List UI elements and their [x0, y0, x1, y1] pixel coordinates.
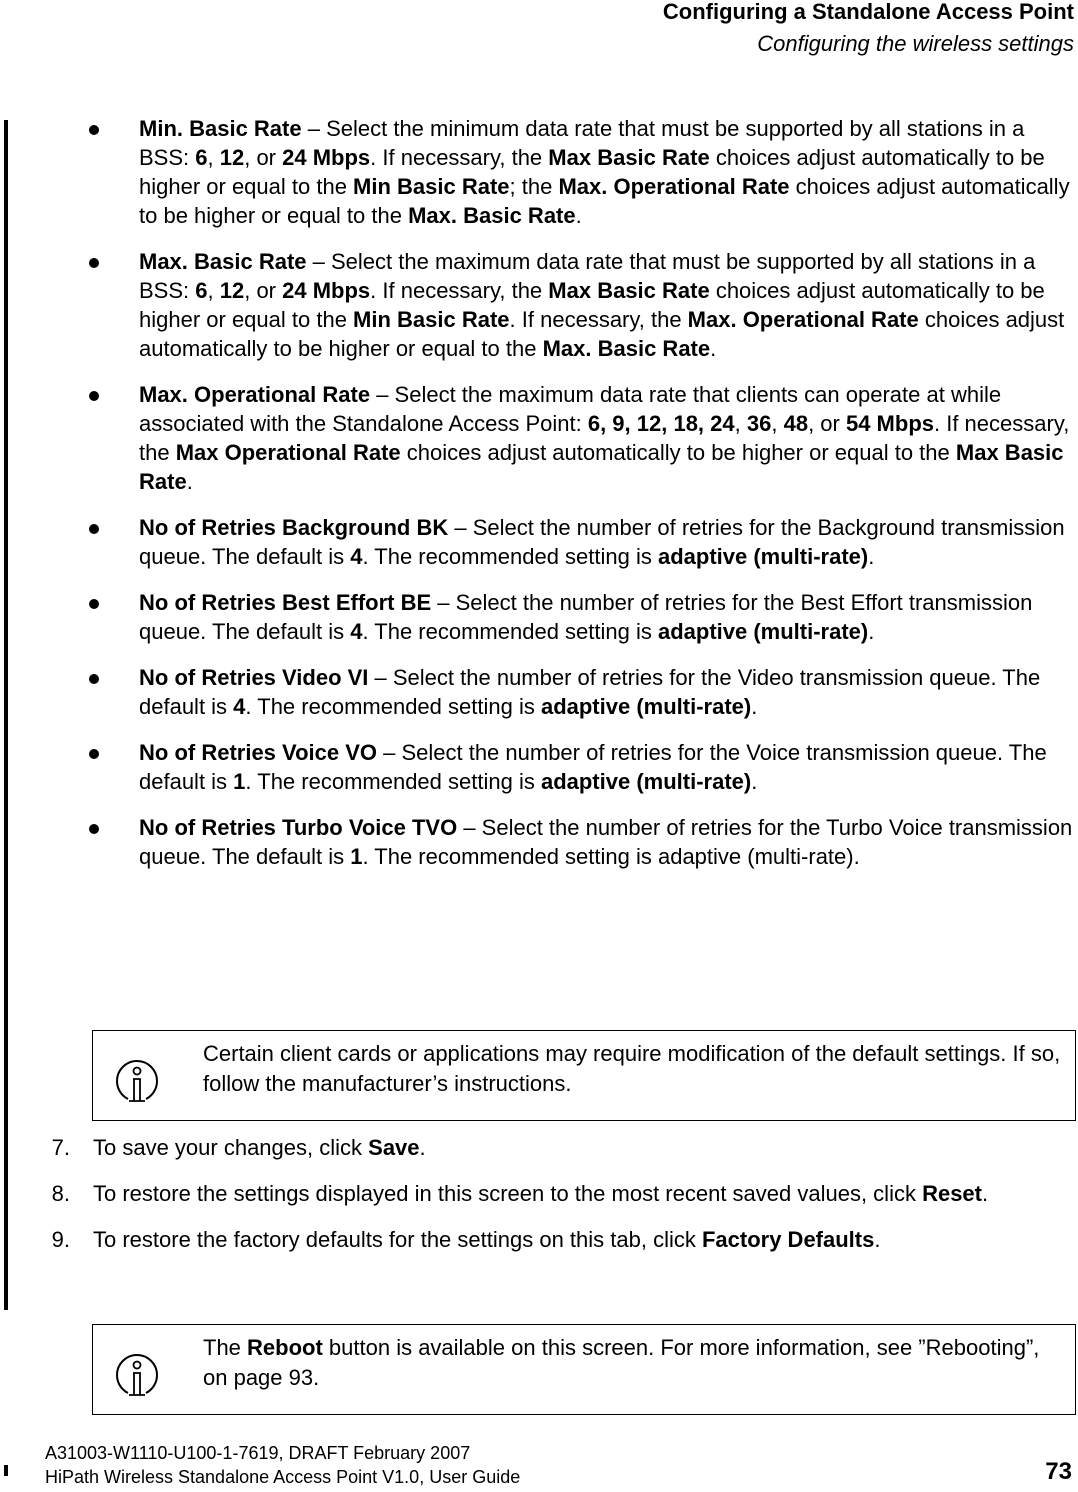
bullet-retries-video: No of Retries Video VI – Select the number of retries for the Video transmission queue. The default is 4. The recommended setting is adaptive (multi-rate).: [0, 663, 1078, 721]
bullet-icon: [89, 258, 99, 268]
step-reset: 8. To restore the settings displayed in this screen to the most recent saved values, click Reset.: [0, 1179, 1078, 1208]
note-text: The Reboot button is available on this screen. For more information, see ”Rebooting”, on page 93.: [203, 1335, 1040, 1390]
bullet-icon: [89, 599, 99, 609]
bullet-term: Max. Operational Rate: [139, 382, 371, 407]
bullet-retries-background: No of Retries Background BK – Select the number of retries for the Background transmission queue. The default is 4. The recommended setting is adaptive (multi-rate).: [0, 513, 1078, 571]
bullet-retries-best-effort: No of Retries Best Effort BE – Select the number of retries for the Best Effort transmission queue. The default is 4. The recommended setting is adaptive (multi-rate).: [0, 588, 1078, 646]
save-label: Save: [368, 1135, 420, 1160]
bullet-max-operational-rate: Max. Operational Rate – Select the maximum data rate that clients can operate at while associated with the Standalone Access Point: 6, 9, 12, 18, 24, 36, 48, or 54 Mbps. If necessary, the Max Operational Rate choices adjust automatically to be higher or equal to the Max Basic Rate.: [0, 380, 1078, 496]
reboot-label: Reboot: [247, 1335, 323, 1360]
step-save: 7. To save your changes, click Save.: [0, 1133, 1078, 1162]
footer-doc-id: A31003-W1110-U100-1-7619, DRAFT February 2007: [45, 1443, 471, 1463]
bullet-icon: [89, 391, 99, 401]
step-number: 7.: [51, 1135, 70, 1160]
bullet-icon: [89, 125, 99, 135]
bullet-min-basic-rate: Min. Basic Rate – Select the minimum data rate that must be supported by all stations in a BSS: 6, 12, or 24 Mbps. If necessary, the Max Basic Rate choices adjust automatically to be higher or equal to the Min Basic Rate; the Max. Operational Rate choices adjust automatically to be higher or equal to the Max. Basic Rate.: [0, 114, 1078, 230]
running-header-title: Configuring a Standalone Access Point: [662, 0, 1074, 24]
bullet-max-basic-rate: Max. Basic Rate – Select the maximum data rate that must be supported by all stations in a BSS: 6, 12, or 24 Mbps. If necessary, the Max Basic Rate choices adjust automatically to be higher or equal to the Min Basic Rate. If necessary, the Max. Operational Rate choices adjust automatically to be higher or equal to the Max. Basic Rate.: [0, 247, 1078, 363]
bullet-retries-voice: No of Retries Voice VO – Select the number of retries for the Voice transmission queue. The default is 1. The recommended setting is adaptive (multi-rate).: [0, 738, 1078, 796]
bullet-term: Max. Basic Rate: [139, 249, 307, 274]
note-text: Certain client cards or applications may require modification of the default settings. If so, follow the manufacturer’s instructions.: [203, 1041, 1061, 1096]
page-number: 73: [1045, 1458, 1072, 1485]
bullet-retries-turbo-voice: No of Retries Turbo Voice TVO – Select the number of retries for the Turbo Voice transmission queue. The default is 1. The recommended setting is adaptive (multi-rate).: [0, 813, 1078, 871]
info-icon: [113, 1049, 161, 1113]
bullet-term: Min. Basic Rate: [139, 116, 302, 141]
running-header-subtitle: Configuring the wireless settings: [757, 31, 1074, 56]
bullet-term: No of Retries Video VI: [139, 665, 369, 690]
note-box-client-cards: [92, 1030, 1076, 1121]
footer-mark: [4, 1465, 8, 1476]
reset-label: Reset: [922, 1181, 982, 1206]
procedure-steps: [0, 1133, 1078, 1271]
bullet-term: No of Retries Best Effort BE: [139, 590, 432, 615]
footer-product: HiPath Wireless Standalone Access Point V1.0, User Guide: [45, 1467, 521, 1487]
bullet-term: No of Retries Voice VO: [139, 740, 377, 765]
settings-bullet-list: [0, 114, 1078, 888]
step-factory-defaults: 9. To restore the factory defaults for the settings on this tab, click Factory Defaults.: [0, 1225, 1078, 1254]
bullet-icon: [89, 674, 99, 684]
bullet-term: No of Retries Turbo Voice TVO: [139, 815, 458, 840]
note-box-reboot: [92, 1324, 1076, 1415]
step-number: 8.: [51, 1181, 70, 1206]
bullet-icon: [89, 824, 99, 834]
bullet-term: No of Retries Background BK: [139, 515, 449, 540]
factory-defaults-label: Factory Defaults: [701, 1227, 875, 1252]
info-icon: [113, 1343, 161, 1407]
bullet-icon: [89, 749, 99, 759]
step-number: 9.: [51, 1227, 70, 1252]
bullet-icon: [89, 524, 99, 534]
